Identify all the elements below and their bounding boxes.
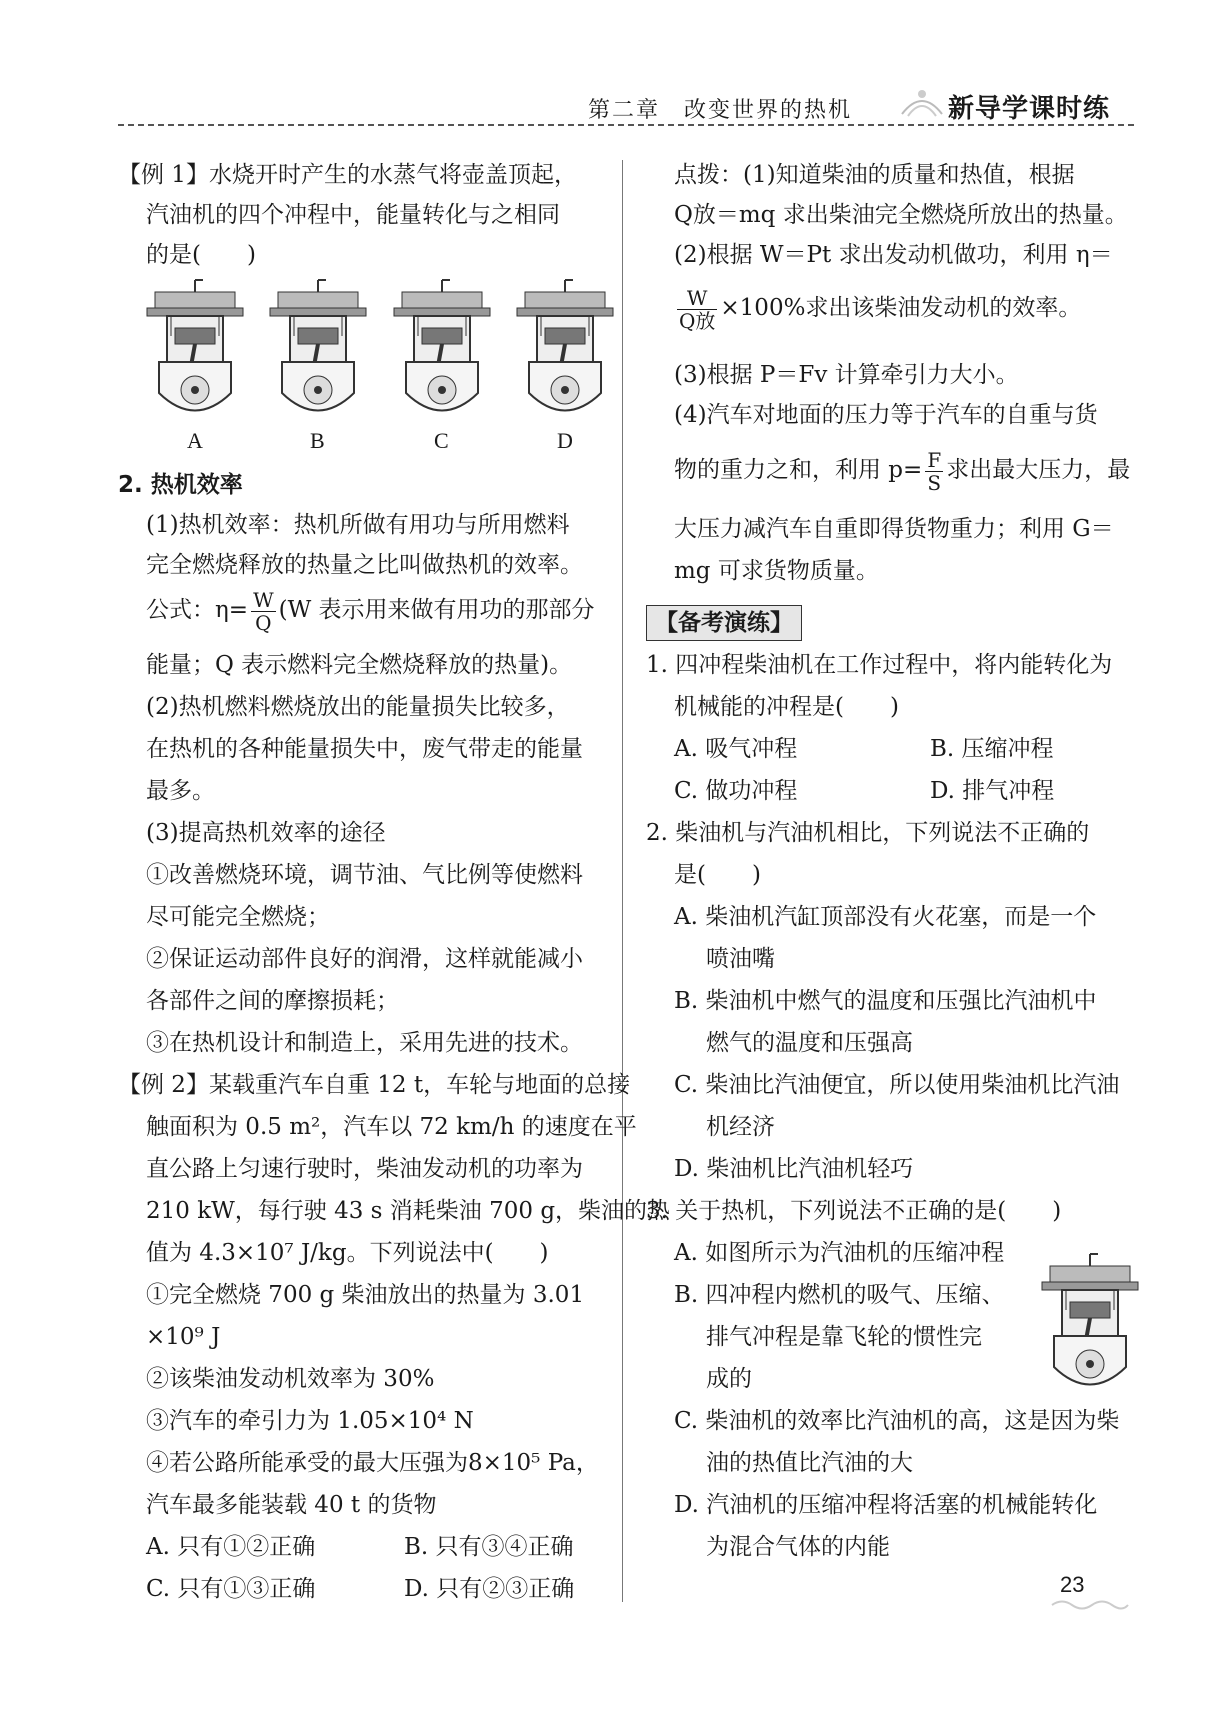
right-text-line: 是( ) (674, 862, 761, 888)
left-text-line: 触面积为 0.5 m²，汽车以 72 km/h 的速度在平 (146, 1114, 637, 1140)
left-text-line: 【例 2】某载重汽车自重 12 t，车轮与地面的总接 (118, 1072, 631, 1098)
left-text-line: 的是( ) (146, 242, 256, 268)
left-text-line: ②保证运动部件良好的润滑，这样就能减小 (146, 946, 583, 972)
right-text-line: 喷油嘴 (706, 946, 775, 972)
ornament-icon (898, 84, 946, 120)
right-text-line: B. 四冲程内燃机的吸气、压缩、 (674, 1282, 1005, 1308)
engine-label: C (434, 428, 449, 453)
page-number: 23 (1060, 1572, 1085, 1597)
left-text-line: 汽油机的四个冲程中，能量转化与之相同 (146, 202, 560, 228)
right-text-line: (2)根据 W＝Pt 求出发动机做功，利用 η＝ (674, 242, 1113, 268)
engine-label: B (310, 428, 325, 453)
right-text-line: C. 柴油机的效率比汽油机的高，这是因为柴 (674, 1408, 1120, 1434)
left-text-line: 210 kW，每行驶 43 s 消耗柴油 700 g，柴油的热 (146, 1198, 671, 1224)
right-text-line: (4)汽车对地面的压力等于汽车的自重与货 (674, 402, 1098, 428)
left-text-line: A. 只有①②正确 (146, 1534, 316, 1560)
engine-label: A (187, 428, 203, 453)
left-text-line: 直公路上匀速行驶时，柴油发动机的功率为 (146, 1156, 583, 1182)
right-text-line: 1. 四冲程柴油机在工作过程中，将内能转化为 (646, 652, 1113, 678)
left-text-line: 最多。 (146, 778, 215, 804)
section-tag: 【备考演练】 (646, 605, 802, 641)
left-text-line: 完全燃烧释放的热量之比叫做热机的效率。 (146, 552, 583, 578)
engine-label: D (557, 428, 573, 453)
left-text-line: 2. 热机效率 (118, 472, 243, 498)
left-text-line: (1)热机效率：热机所做有用功与所用燃料 (146, 512, 570, 538)
left-text-line: (3)提高热机效率的途径 (146, 820, 386, 846)
left-text-line: 【例 1】水烧开时产生的水蒸气将壶盖顶起， (118, 162, 577, 188)
column-divider (622, 160, 623, 1602)
left-text-line: ②该柴油发动机效率为 30% (146, 1366, 435, 1392)
left-text-line: ①完全燃烧 700 g 柴油放出的热量为 3.01 (146, 1282, 585, 1308)
right-text-line: 机械能的冲程是( ) (674, 694, 899, 720)
engine-diagram-q3 (1040, 1252, 1140, 1402)
chapter-title: 第二章 改变世界的热机 (588, 98, 853, 123)
left-text-line: 尽可能完全燃烧； (146, 904, 330, 930)
left-text-line: 能量；Q 表示燃料完全燃烧释放的热量)。 (146, 652, 573, 678)
right-text-line: A. 如图所示为汽油机的压缩冲程 (674, 1240, 1005, 1266)
engine-diagram-a (145, 278, 245, 428)
engine-diagram-b (268, 278, 368, 428)
header-divider (118, 124, 1134, 126)
left-text-line: 值为 4.3×10⁷ J/kg。下列说法中( ) (146, 1240, 549, 1266)
right-text-line: 燃气的温度和压强高 (706, 1030, 913, 1056)
left-text-line: C. 只有①③正确 (146, 1576, 316, 1602)
engine-diagram-c (392, 278, 492, 428)
right-text-line: 点拨：(1)知道柴油的质量和热值，根据 (674, 162, 1075, 188)
engine-diagram-d (515, 278, 615, 428)
right-text-line: 为混合气体的内能 (706, 1534, 890, 1560)
right-text-line: D. 汽油机的压缩冲程将活塞的机械能转化 (674, 1492, 1098, 1518)
right-text-line: D. 排气冲程 (930, 778, 1055, 804)
efficiency-formula: 公式：η= $\frac{W}{Q}$ (W 表示用来做有用功的那部分 (146, 587, 595, 635)
right-text-line: 排气冲程是靠飞轮的惯性完 (706, 1324, 982, 1350)
right-text-line: 大压力减汽车自重即得货物重力；利用 G＝ (674, 516, 1114, 542)
right-text-line: C. 做功冲程 (674, 778, 798, 804)
right-text-line: B. 柴油机中燃气的温度和压强比汽油机中 (674, 988, 1097, 1014)
right-text-line: A. 柴油机汽缸顶部没有火花塞，而是一个 (674, 904, 1097, 930)
left-text-line: B. 只有③④正确 (404, 1534, 574, 1560)
right-text-line: B. 压缩冲程 (930, 736, 1054, 762)
right-text-line: (3)根据 P＝Fv 计算牵引力大小。 (674, 362, 1019, 388)
left-text-line: (2)热机燃料燃烧放出的能量损失比较多， (146, 694, 570, 720)
footer-ornament-icon (1050, 1598, 1130, 1612)
left-text-line: 在热机的各种能量损失中，废气带走的能量 (146, 736, 583, 762)
right-text-line: 3. 关于热机，下列说法不正确的是( ) (646, 1198, 1062, 1224)
right-text-line: C. 柴油比汽油便宜，所以使用柴油机比汽油 (674, 1072, 1120, 1098)
left-text-line: 汽车最多能装载 40 t 的货物 (146, 1492, 437, 1518)
pressure-formula: 物的重力之和，利用 p= $\frac{F}{S}$ 求出最大压力，最 (674, 447, 1131, 495)
right-text-line: mg 可求货物质量。 (674, 558, 879, 584)
left-text-line: ③汽车的牵引力为 1.05×10⁴ N (146, 1408, 474, 1434)
efficiency-calc-formula: $\frac{W}{\text{Q放}}$ ×100%求出该柴油发动机的效率。 (679, 285, 1082, 333)
left-text-line: ①改善燃烧环境，调节油、气比例等使燃料 (146, 862, 583, 888)
right-text-line: Q放＝mq 求出柴油完全燃烧所放出的热量。 (674, 202, 1128, 228)
left-text-line: D. 只有②③正确 (404, 1576, 575, 1602)
brand-title: 新导学课时练 (948, 94, 1111, 124)
left-text-line: ④若公路所能承受的最大压强为8×10⁵ Pa， (146, 1450, 599, 1476)
left-text-line: 各部件之间的摩擦损耗； (146, 988, 399, 1014)
right-text-line: A. 吸气冲程 (674, 736, 798, 762)
right-text-line: 2. 柴油机与汽油机相比，下列说法不正确的 (646, 820, 1090, 846)
left-text-line: ×10⁹ J (146, 1324, 221, 1350)
right-text-line: 油的热值比汽油的大 (706, 1450, 913, 1476)
right-text-line: 机经济 (706, 1114, 775, 1140)
left-text-line: ③在热机设计和制造上，采用先进的技术。 (146, 1030, 583, 1056)
right-text-line: D. 柴油机比汽油机轻巧 (674, 1156, 914, 1182)
right-text-line: 成的 (706, 1366, 752, 1392)
